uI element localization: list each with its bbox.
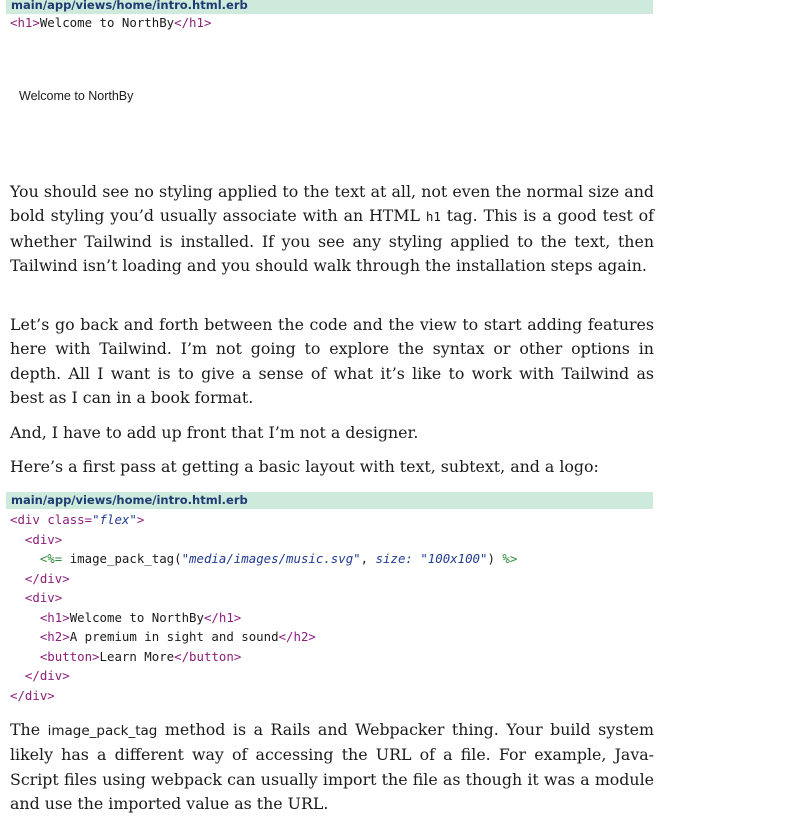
code-token: <h1> [10, 15, 40, 30]
code-token: </div> [10, 687, 55, 703]
paragraph-image-pack-tag [10, 718, 654, 817]
code-token: Welcome to NorthBy [39, 15, 175, 30]
code-token: <%= [39, 551, 63, 566]
code-token: ) [487, 551, 503, 566]
listing-1-filename: main/app/views/home/intro.html.erb [6, 0, 653, 14]
code-token: <div> [24, 590, 63, 605]
listing-2-filename: main/app/views/home/intro.html.erb [6, 492, 653, 509]
code-token: "flex" [92, 512, 137, 527]
code-token: </h1> [174, 15, 212, 30]
code-token: </div> [24, 570, 70, 586]
code-token: <div [10, 512, 48, 527]
code-token: "100x100" [420, 551, 488, 566]
paragraph-first-pass: Here’s a first pass at getting a basic layout with text, subtext, and a logo: [10, 457, 599, 476]
paragraph-not-designer: And, I have to add up front that I’m not a designer. [10, 423, 419, 442]
code-token: </div> [24, 668, 70, 683]
code-token: <h1> [39, 609, 70, 625]
code-token: size: [375, 551, 413, 566]
code-token: </h2> [278, 629, 316, 644]
code-token: <h2> [39, 629, 70, 644]
inline-code: h1 [425, 209, 441, 225]
paragraph-back-and-forth: Let’s go back and forth between the code and the view to start adding features here with Tailwind. I’m not going to explore the syntax or other options in depth. All I want is to give a sense of what it’s like to work with Tailwind as best as I can in a book format. [10, 315, 654, 408]
code-token: %> [502, 551, 518, 566]
inline-code: image_pack_tag [47, 723, 158, 739]
code-token: "media/images/music.svg" [181, 551, 361, 566]
code-token: , [360, 551, 376, 566]
rendered-heading-sample: Welcome to NorthBy [19, 89, 134, 103]
paragraph-tailwind-check [10, 180, 654, 279]
paragraph-text: The [10, 720, 48, 739]
code-token: image_pack_tag( [62, 551, 182, 566]
code-token: Learn More [99, 648, 175, 664]
code-token: <div> [24, 531, 63, 547]
code-token: > [136, 512, 145, 527]
code-token: Welcome to NorthBy [69, 609, 204, 625]
listing-2-code [10, 510, 517, 705]
code-token: class= [47, 512, 93, 527]
paragraph-text: method is a Rails and Webpacker thing. Your build system likely has a different way of accessing the URL of a file. For example, Java-Script files using webpack can usually import the file as though it was a module and use the imported value as the URL. [10, 720, 654, 814]
code-token: </button> [174, 648, 242, 664]
code-token: A premium in sight and sound [69, 629, 279, 644]
code-token: <button> [39, 648, 100, 664]
paragraph-text: You should see no styling applied to the text at all, not even the normal size and bold styling you’d usually associate with an HTML [10, 182, 654, 226]
listing-1-code [10, 13, 211, 33]
code-token: </h1> [203, 609, 242, 625]
paragraph-text: tag. This is a good test of whether Tailwind is installed. If you see any styling applied to the text, then Tailwind isn’t loading and you should walk through the installation steps again. [10, 206, 654, 276]
